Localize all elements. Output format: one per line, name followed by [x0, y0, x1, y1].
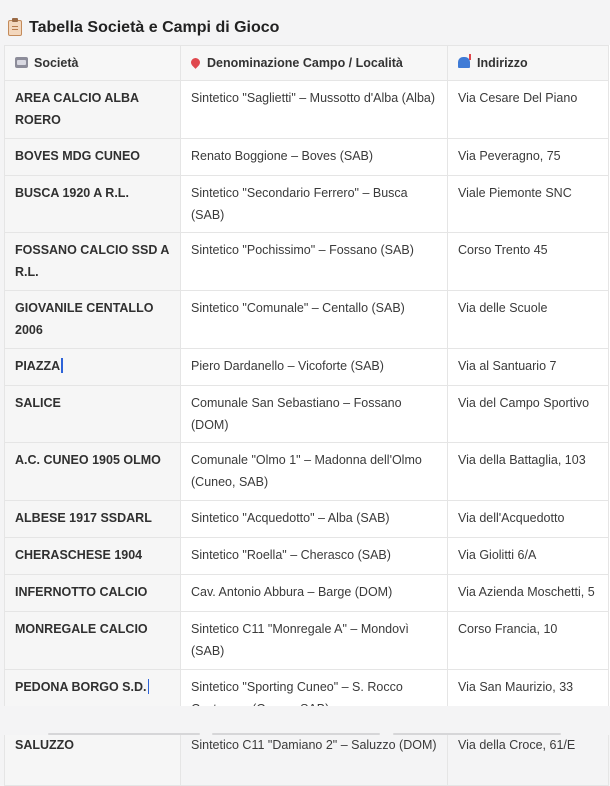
cell-campo[interactable]: Sintetico C11 "Damiano 2" – Saluzzo (DOM)	[181, 728, 448, 786]
cell-indirizzo[interactable]: Via Giolitti 6/A	[448, 538, 609, 575]
cell-indirizzo[interactable]: Via Peveragno, 75	[448, 139, 609, 176]
cell-campo[interactable]: Sintetico "Pochissimo" – Fossano (SAB)	[181, 233, 448, 291]
cell-societa[interactable]: INFERNOTTO CALCIO	[5, 575, 181, 612]
stadium-icon	[15, 57, 28, 68]
cell-societa[interactable]: ALBESE 1917 SSDARL	[5, 501, 181, 538]
cell-societa[interactable]: SALUZZO	[5, 728, 181, 786]
cell-societa[interactable]: BOVES MDG CUNEO	[5, 139, 181, 176]
header-societa[interactable]: Società	[5, 46, 181, 81]
table-row	[5, 575, 609, 612]
page-title	[8, 16, 279, 40]
table-row	[5, 81, 609, 139]
cell-campo[interactable]: Comunale "Olmo 1" – Madonna dell'Olmo (Cuneo, SAB)	[181, 443, 448, 501]
cell-societa[interactable]: CHERASCHESE 1904	[5, 538, 181, 575]
cell-indirizzo[interactable]: Via del Campo Sportivo	[448, 386, 609, 443]
table-row	[5, 443, 609, 501]
bottom-bar	[0, 706, 610, 735]
table-row	[5, 233, 609, 291]
cell-campo[interactable]: Sintetico "Sporting Cuneo" – S. Rocco	[181, 670, 448, 728]
cell-campo[interactable]: Sintetico "Acquedotto" – Alba (SAB)	[181, 501, 448, 538]
cell-societa[interactable]: PEDONA BORGO S.D.	[5, 670, 181, 728]
cell-indirizzo[interactable]: Via Azienda Moschetti, 5	[448, 575, 609, 612]
societa-table	[4, 45, 609, 786]
cell-campo[interactable]: Cav. Antonio Abbura – Barge (DOM)	[181, 575, 448, 612]
cell-indirizzo[interactable]: Via delle Scuole	[448, 291, 609, 349]
cell-societa[interactable]: PIAZZA	[5, 349, 181, 386]
table-container[interactable]	[4, 45, 610, 752]
cell-societa[interactable]: GIOVANILE CENTALLO 2006	[5, 291, 181, 349]
cell-campo[interactable]: Sintetico "Saglietti" – Mussotto d'Alba (Alba)	[181, 81, 448, 139]
cell-indirizzo[interactable]: Via al Santuario 7	[448, 349, 609, 386]
header-indirizzo[interactable]: Indirizzo	[448, 46, 609, 81]
table-header-row	[5, 46, 609, 81]
cell-indirizzo[interactable]: Via della Croce, 61/E	[448, 728, 609, 786]
cell-campo[interactable]: Sintetico "Comunale" – Centallo (SAB)	[181, 291, 448, 349]
cell-campo[interactable]: Piero Dardanello – Vicoforte (SAB)	[181, 349, 448, 386]
cell-campo[interactable]: Sintetico "Roella" – Cherasco (SAB)	[181, 538, 448, 575]
bottom-tab[interactable]	[393, 733, 561, 735]
table-row	[5, 612, 609, 670]
table-row	[5, 386, 609, 443]
table-row	[5, 291, 609, 349]
table-row	[5, 176, 609, 233]
cell-campo[interactable]: Sintetico C11 "Monregale A" – Mondovì (SAB)	[181, 612, 448, 670]
cell-indirizzo[interactable]: Via dell'Acquedotto	[448, 501, 609, 538]
table-row	[5, 501, 609, 538]
cell-indirizzo[interactable]: Corso Trento 45	[448, 233, 609, 291]
cell-societa[interactable]: FOSSANO CALCIO SSD A R.L.	[5, 233, 181, 291]
cell-campo[interactable]: Sintetico "Secondario Ferrero" – Busca (SAB)	[181, 176, 448, 233]
bottom-tab[interactable]	[48, 733, 200, 735]
table-row	[5, 728, 609, 786]
bottom-tab[interactable]	[212, 733, 380, 735]
cell-campo[interactable]: Comunale San Sebastiano – Fossano (DOM)	[181, 386, 448, 443]
pin-icon	[189, 56, 202, 69]
clipboard-icon	[8, 20, 22, 36]
cell-societa[interactable]: SALICE	[5, 386, 181, 443]
table-row	[5, 139, 609, 176]
cell-indirizzo[interactable]: Corso Francia, 10	[448, 612, 609, 670]
cell-indirizzo[interactable]: Via della Battaglia, 103	[448, 443, 609, 501]
cell-indirizzo[interactable]: Via San Maurizio, 33	[448, 670, 609, 728]
table-row	[5, 538, 609, 575]
cell-societa[interactable]: AREA CALCIO ALBA ROERO	[5, 81, 181, 139]
cell-societa[interactable]: MONREGALE CALCIO	[5, 612, 181, 670]
header-campo[interactable]: Denominazione Campo / Località	[181, 46, 448, 81]
cell-societa[interactable]: A.C. CUNEO 1905 OLMO	[5, 443, 181, 501]
text-cursor	[61, 358, 63, 373]
mailbox-icon	[458, 57, 470, 68]
table-row	[5, 349, 609, 386]
cell-societa[interactable]: BUSCA 1920 A R.L.	[5, 176, 181, 233]
cell-indirizzo[interactable]: Via Cesare Del Piano	[448, 81, 609, 139]
cell-indirizzo[interactable]: Viale Piemonte SNC	[448, 176, 609, 233]
text-cursor	[148, 679, 150, 694]
page-title-text: Tabella Società e Campi di Gioco	[29, 19, 280, 36]
cell-campo[interactable]: Renato Boggione – Boves (SAB)	[181, 139, 448, 176]
